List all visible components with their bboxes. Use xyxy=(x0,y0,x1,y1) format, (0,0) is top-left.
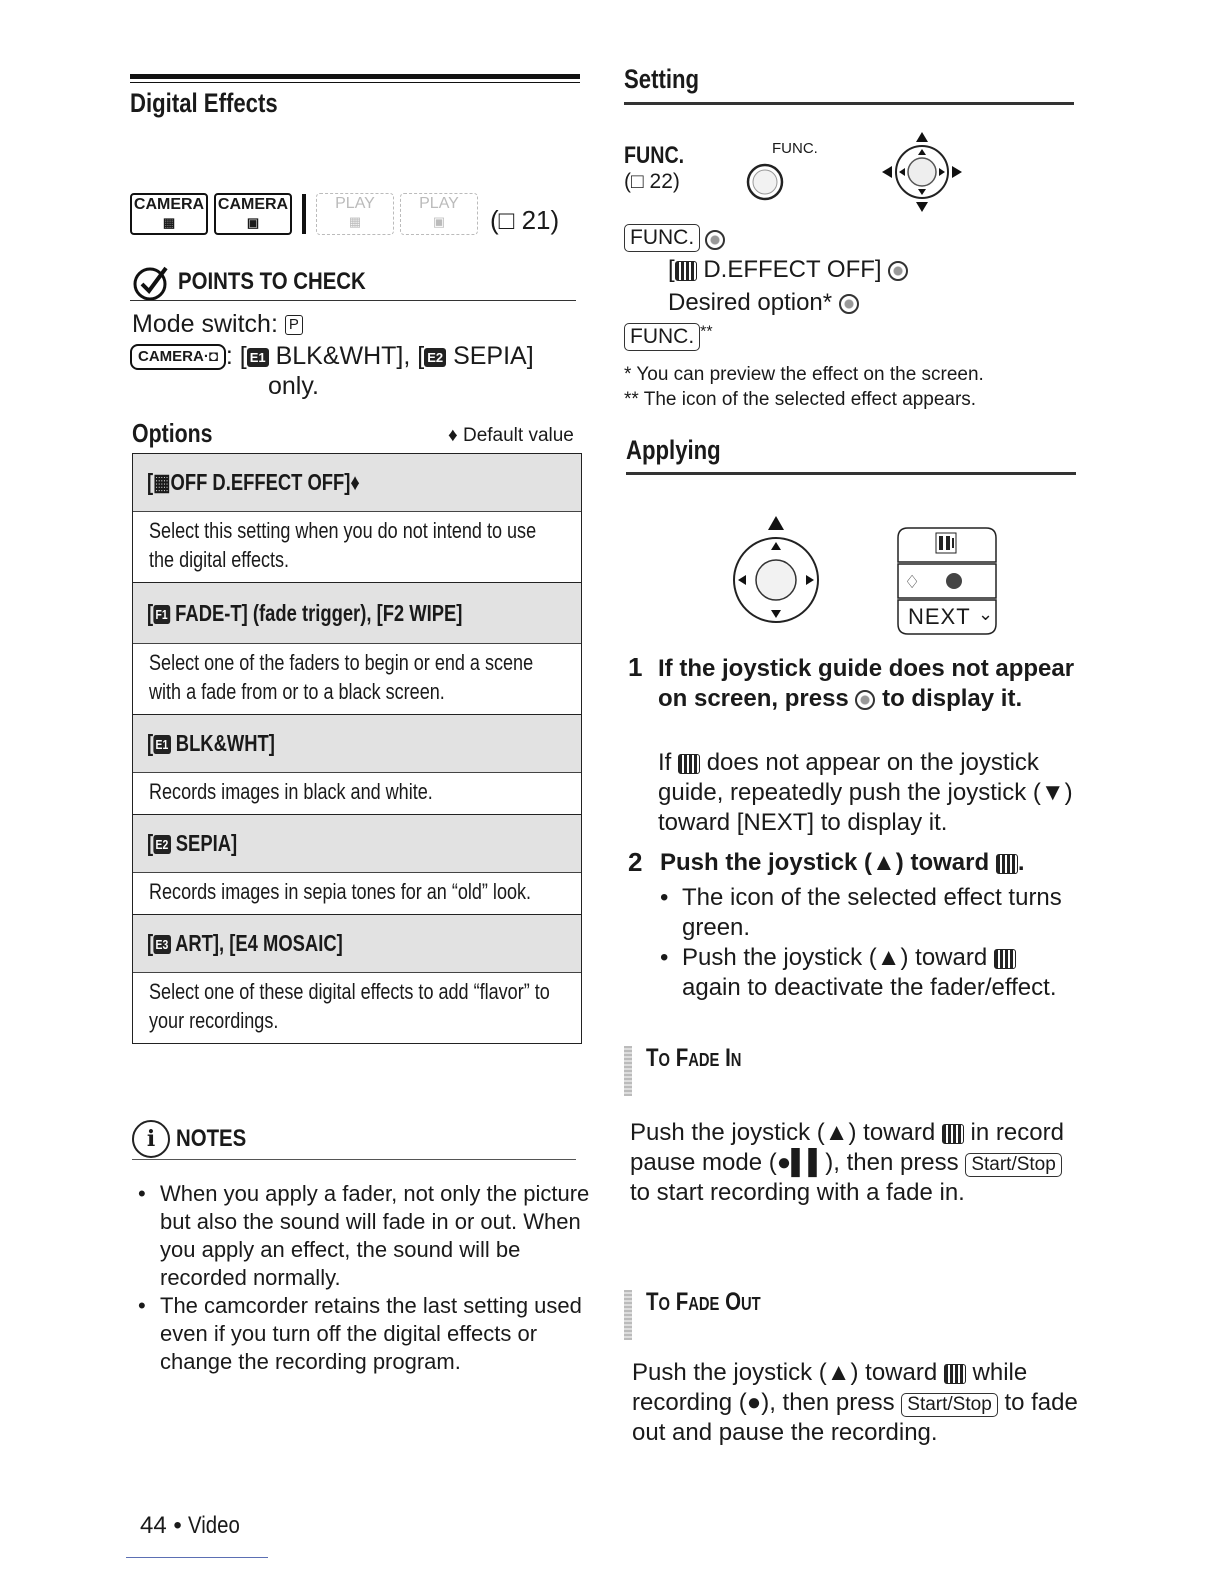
mode-divider xyxy=(302,194,306,234)
func-step-3: Desired option* xyxy=(668,289,859,317)
func-button[interactable]: FUNC. xyxy=(624,224,700,252)
func-button-close[interactable]: FUNC. xyxy=(624,323,700,351)
option-row-art-mosaic: [ E3 ART], [E4 MOSAIC] Select one of these digital effects to add “flavor” to your recordings. xyxy=(133,914,581,1043)
list-item: • Push the joystick (▲) toward again to deactivate the fader/effect. xyxy=(660,944,1057,1001)
step-1-number: 1 xyxy=(628,652,643,682)
section-name: Video xyxy=(188,1512,241,1539)
points-to-check-header xyxy=(130,262,399,302)
fade-out-title: To Fade Out xyxy=(646,1288,761,1316)
setting-title: Setting xyxy=(624,64,700,94)
fader-icon xyxy=(996,854,1018,874)
step-2: Push the joystick (▲) toward . xyxy=(660,849,1025,876)
applying-title: Applying xyxy=(626,435,721,465)
fade-in-title: To Fade In xyxy=(646,1044,742,1072)
play-photo-mode: PLAY ▣ xyxy=(400,193,478,235)
points-to-check-title: POINTS TO CHECK xyxy=(178,268,366,295)
fade-out-text: Push the joystick (▲) toward while recording (●), then press Start/Stop to fade out and pause the recording. xyxy=(632,1359,1078,1446)
page-reference: (□ 21) xyxy=(490,205,560,235)
func-step-1 xyxy=(624,224,725,252)
notes-rule xyxy=(132,1159,576,1160)
joystick-guide-button-icon xyxy=(855,690,875,710)
effect-off-icon xyxy=(675,261,697,281)
step-2-number: 2 xyxy=(628,847,643,877)
page-footer: 44 • Video xyxy=(140,1512,241,1539)
fader-icon xyxy=(994,949,1016,969)
sepia-option-icon: E2 xyxy=(153,835,171,854)
step-1-detail: If does not appear on the joystick guide, repeatedly push the joystick (▼) toward [NEXT] to display it. xyxy=(658,749,1073,836)
fader-icon xyxy=(678,754,700,774)
func-label: FUNC. xyxy=(624,142,685,169)
start-stop-button[interactable]: Start/Stop xyxy=(965,1153,1062,1177)
mode-switch-line: Mode switch: P xyxy=(132,310,303,339)
art-option-icon: E3 xyxy=(153,935,171,954)
chevron-down-icon: ⌄ xyxy=(978,604,994,624)
page-number: 44 xyxy=(140,1512,167,1539)
func-page-ref: (□ 22) xyxy=(624,170,680,193)
option-row-bw: [ E1 BLK&WHT] Records images in black and white. xyxy=(133,714,581,814)
footer-rule xyxy=(126,1557,268,1558)
fade-out-marker xyxy=(624,1290,632,1340)
bw-icon: E1 xyxy=(247,348,269,367)
mode-indicator-row xyxy=(130,193,478,235)
step-1: If the joystick guide does not appear on screen, press to display it. xyxy=(658,655,1075,712)
list-item: • The icon of the selected effect turns green. xyxy=(660,884,1062,941)
mode-switch-value: P xyxy=(285,315,303,335)
setting-footnote-2: ** The icon of the selected effect appears. xyxy=(624,389,977,410)
camera-photo-mode: CAMERA ▣ xyxy=(214,193,292,235)
set-icon xyxy=(839,294,859,314)
camera-photo-pill: CAMERA·◘ xyxy=(130,344,226,370)
only-text: only. xyxy=(268,372,319,400)
option-row-effect-off: [▦OFF D.EFFECT OFF]♦ Select this setting when you do not intend to use the digital effects. xyxy=(133,454,581,582)
set-icon xyxy=(705,230,725,250)
bw-option-icon: E1 xyxy=(153,735,171,754)
play-movie-mode: PLAY ▦ xyxy=(316,193,394,235)
fade-trigger-icon: F1 xyxy=(153,605,170,624)
sepia-icon: E2 xyxy=(424,348,446,367)
set-icon xyxy=(888,261,908,281)
applying-rule xyxy=(626,472,1076,475)
effect-off-icon: [▦OFF xyxy=(147,469,208,495)
fade-in-text: Push the joystick (▲) toward in record pause mode (●▌▌), then press Start/Stop to start recording with a fade in. xyxy=(630,1119,1064,1206)
joystick-guide-screen xyxy=(894,524,1000,643)
default-value-legend: ♦ Default value xyxy=(448,425,574,446)
setting-rule xyxy=(624,102,1074,105)
notes-header xyxy=(132,1120,259,1158)
points-to-check-rule xyxy=(130,300,576,301)
func-button-icon xyxy=(745,162,787,207)
joystick-diagram xyxy=(728,514,824,631)
title-rule-thin xyxy=(130,82,580,83)
options-table xyxy=(132,453,582,1044)
fader-icon xyxy=(944,1364,966,1384)
camera-movie-mode: CAMERA ▦ xyxy=(130,193,208,235)
setting-footnote-1: * You can preview the effect on the screen. xyxy=(624,364,984,385)
title-rule-thick xyxy=(130,74,580,79)
fader-icon xyxy=(942,1124,964,1144)
step-2-bullets xyxy=(660,883,1080,1003)
info-icon: i xyxy=(132,1120,170,1158)
notes-list xyxy=(138,1180,598,1376)
option-row-sepia: [ E2 SEPIA] Records images in sepia tones for an “old” look. xyxy=(133,814,581,914)
svg-text:♢: ♢ xyxy=(904,572,921,593)
start-stop-button[interactable]: Start/Stop xyxy=(901,1393,998,1417)
func-step-4: FUNC. ** xyxy=(624,323,713,351)
func-button-caption: FUNC. xyxy=(772,140,818,157)
checkmark-icon xyxy=(130,262,174,302)
page-title: Digital Effects xyxy=(130,88,278,118)
next-label: NEXT xyxy=(908,604,971,629)
options-title: Options xyxy=(132,418,213,448)
joystick-icon xyxy=(880,130,964,219)
fade-in-marker xyxy=(624,1046,632,1096)
option-row-fade: [ F1 FADE-T] (fade trigger), [F2 WIPE] Select one of the faders to begin or end a scene with a fade from or to a black screen. xyxy=(133,582,581,714)
camera-mode-line: CAMERA·◘ : [ E1 BLK&WHT], [ E2 SEPIA] xyxy=(130,342,534,371)
notes-title: NOTES xyxy=(176,1125,247,1152)
func-step-2: [ D.EFFECT OFF] xyxy=(668,256,908,284)
list-item: • When you apply a fader, not only the picture but also the sound will fade in or out. When you apply an effect, the sound will be recorded normally. xyxy=(138,1180,598,1292)
list-item: • The camcorder retains the last setting used even if you turn off the digital effects or change the recording program. xyxy=(138,1292,598,1376)
